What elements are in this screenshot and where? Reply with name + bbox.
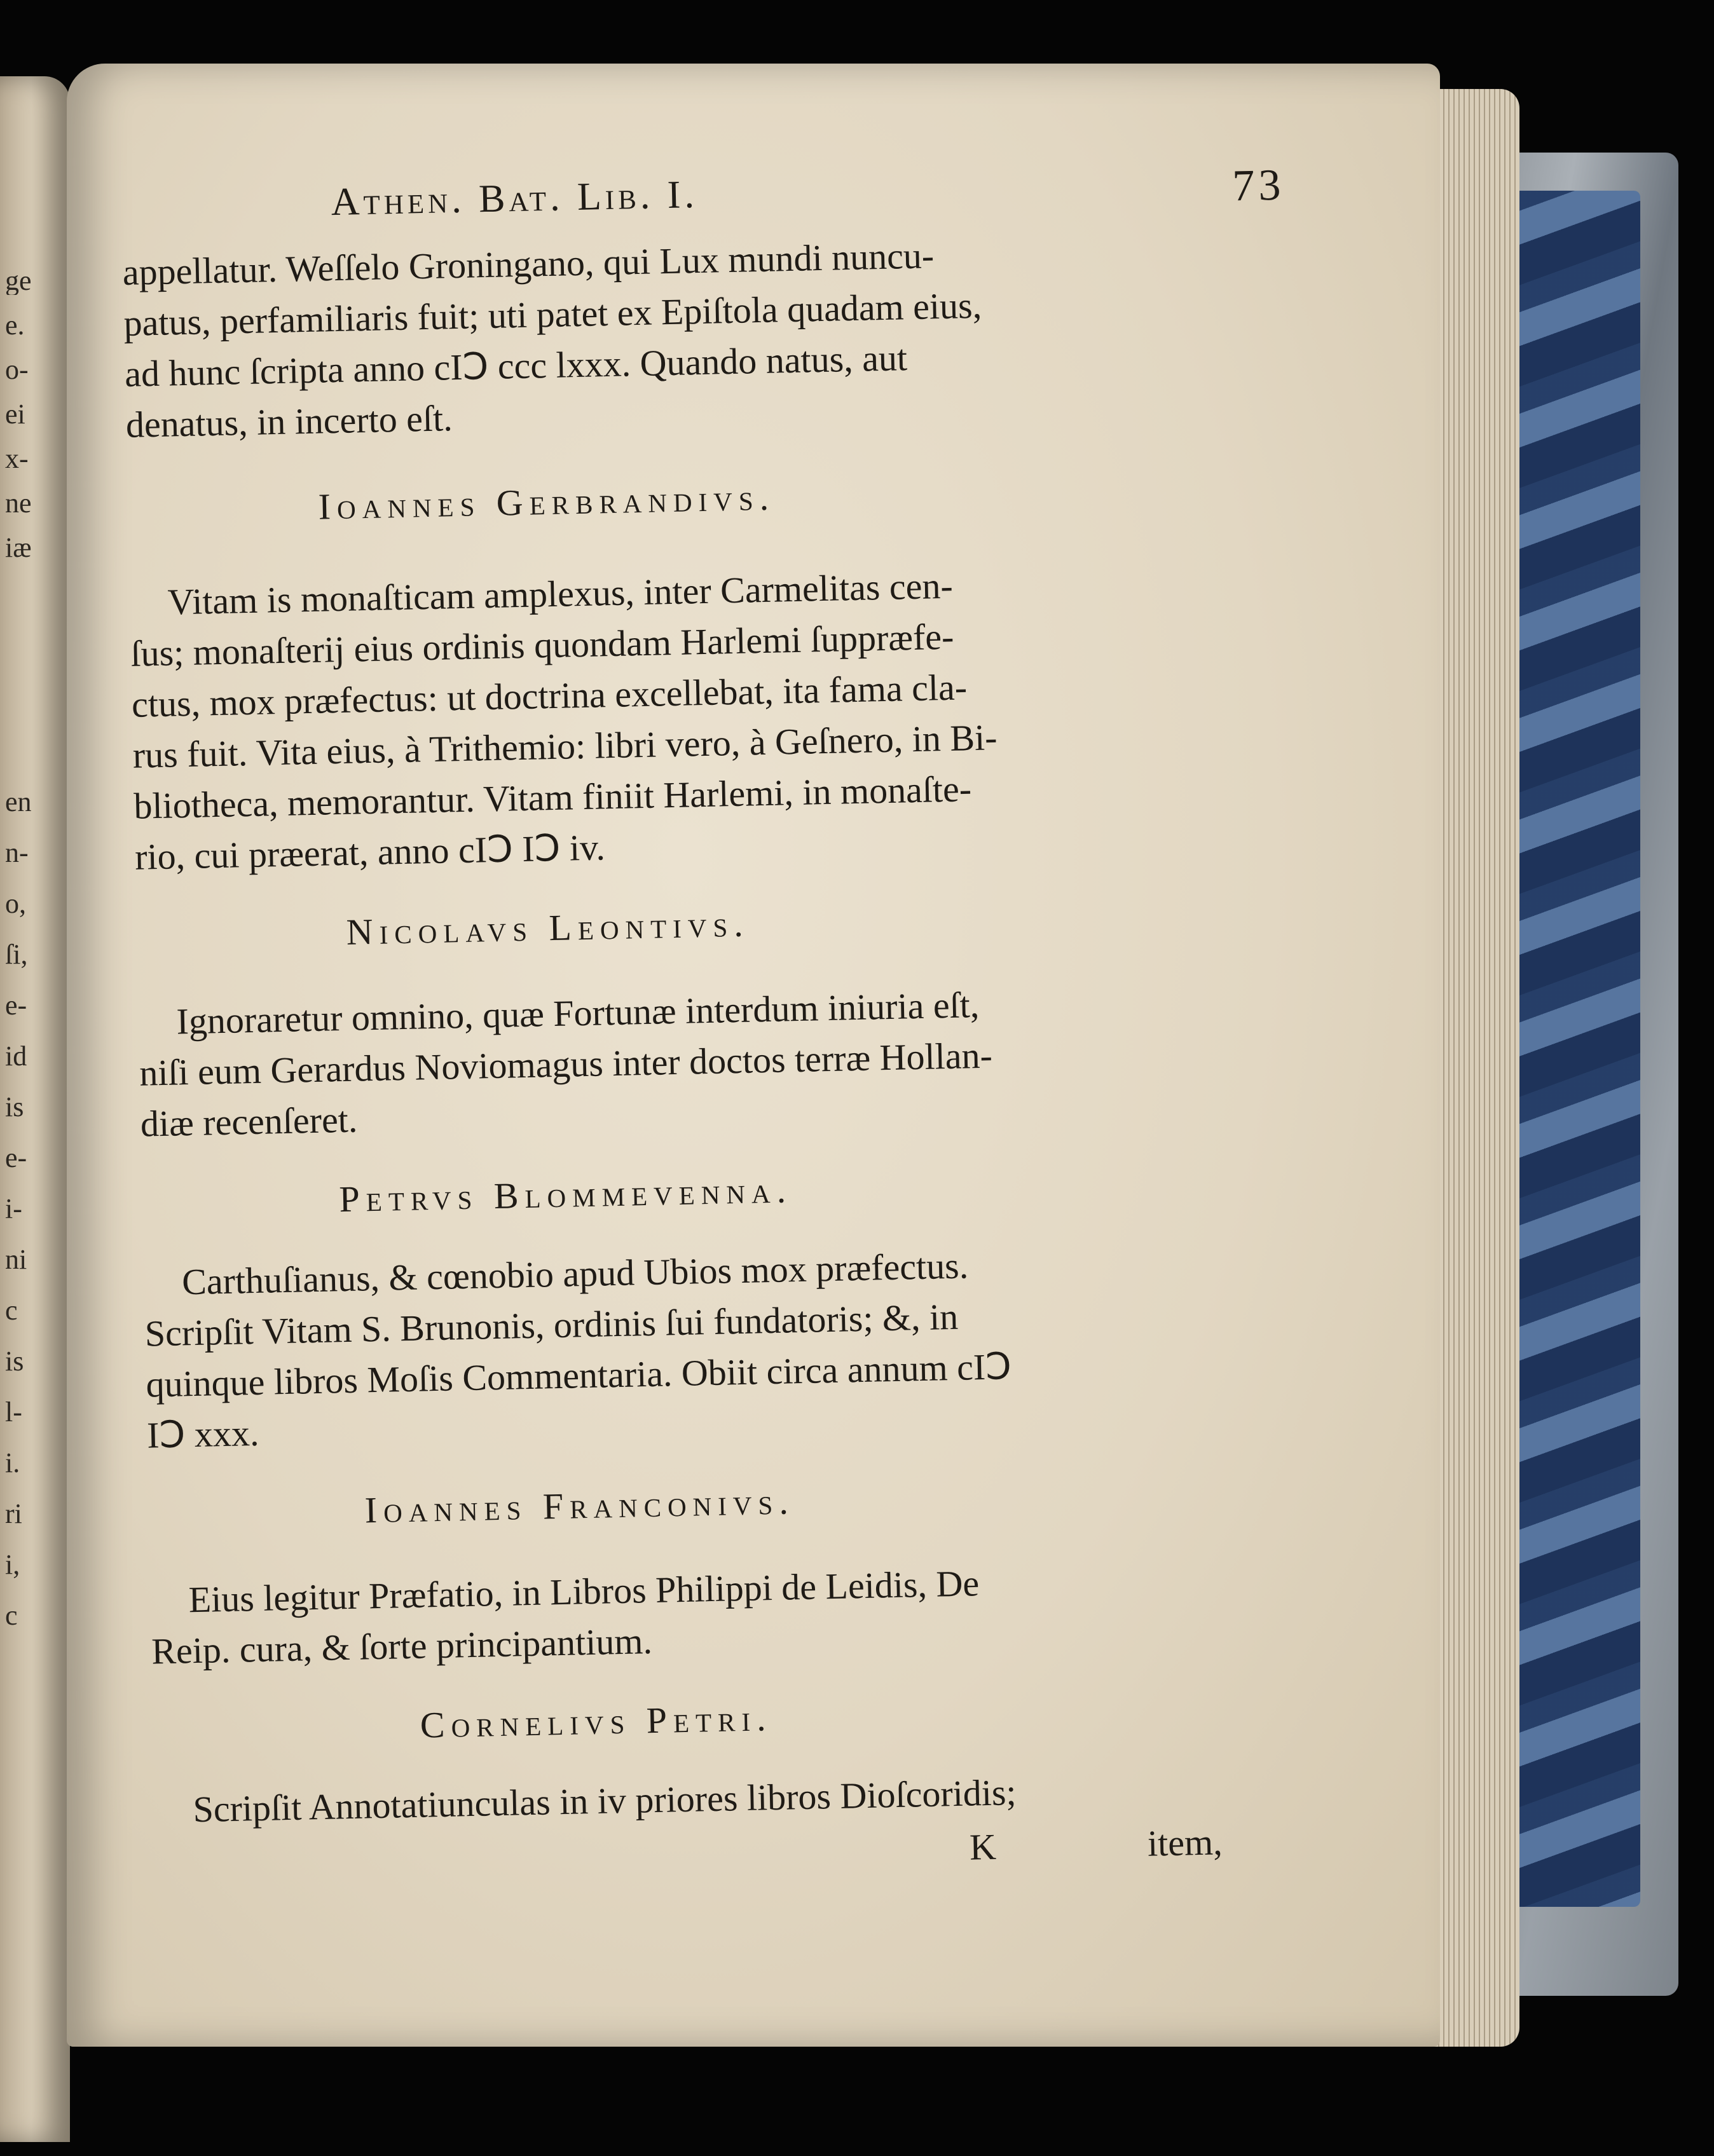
left-fragment: i, bbox=[5, 1551, 20, 1579]
text-line: patus, perfamiliaris fuit; uti patet ex Epiſtola quadam eius, bbox=[123, 284, 982, 344]
left-fragment: e. bbox=[5, 311, 25, 339]
left-fragment: i- bbox=[5, 1195, 22, 1223]
left-fragment: x- bbox=[5, 445, 29, 473]
running-head: Athen. Bat. Lib. I. bbox=[330, 172, 699, 224]
left-fragment: o, bbox=[5, 890, 26, 918]
left-fragment: id bbox=[5, 1042, 27, 1070]
entry-heading: Petrvs Blommevenna. bbox=[338, 1169, 793, 1220]
signature-mark: K bbox=[969, 1825, 997, 1868]
left-fragment: n- bbox=[5, 839, 29, 867]
text-line: IↃ xxx. bbox=[146, 1412, 259, 1456]
left-fragment: e- bbox=[5, 992, 27, 1020]
text-line: rio, cui præerat, anno cIↃ IↃ iv. bbox=[134, 826, 606, 878]
entry-heading: Nicolavs Leontivs. bbox=[346, 903, 750, 953]
text-line: Ignoraretur omnino, quæ Fortunæ interdum iniuria eſt, bbox=[175, 984, 980, 1042]
left-fragment: ge bbox=[5, 267, 32, 295]
text-line: bliotheca, memorantur. Vitam finiit Harlemi, in monaſte- bbox=[133, 768, 972, 827]
text-line: niſi eum Gerardus Noviomagus inter doctos terræ Hollan- bbox=[139, 1034, 993, 1094]
text-line: Scripſit Vitam S. Brunonis, ordinis ſui fundatoris; &, in bbox=[144, 1295, 959, 1354]
left-fragment: ri bbox=[5, 1500, 22, 1528]
entry-heading: Cornelivs Petri. bbox=[420, 1697, 773, 1746]
left-fragment: o- bbox=[5, 356, 29, 384]
page-number: 73 bbox=[1231, 160, 1286, 211]
left-page-edge bbox=[0, 76, 70, 2142]
text-line: Vitam is monaſticam amplexus, inter Carmelitas cen- bbox=[167, 564, 954, 623]
catchword: item, bbox=[1147, 1821, 1223, 1864]
text-line: ad hunc ſcripta anno cIↃ ccc lxxx. Quando natus, aut bbox=[124, 337, 908, 395]
left-fragment: c bbox=[5, 1602, 18, 1630]
text-line: diæ recenſeret. bbox=[140, 1098, 358, 1145]
text-line: Carthuſianus, & cœnobio apud Ubios mox præfectus. bbox=[181, 1245, 969, 1303]
text-line: quinque libros Moſis Commentaria. Obiit circa annum cIↃ bbox=[145, 1346, 1012, 1405]
text-line: rus fuit. Vita eius, à Trithemio: libri vero, à Geſnero, in Bi- bbox=[132, 716, 998, 776]
entry-heading: Ioannes Gerbrandivs. bbox=[318, 476, 776, 528]
left-fragment: en bbox=[5, 788, 32, 816]
text-line: denatus, in incerto eſt. bbox=[125, 397, 453, 446]
left-fragment: is bbox=[5, 1093, 24, 1121]
text-line: Scripſit Annotatiunculas in iv priores libros Dioſcoridis; bbox=[192, 1771, 1017, 1831]
text-line: appellatur. Weſſelo Groningano, qui Lux mundi nuncu- bbox=[122, 235, 935, 293]
text-line: Eius legitur Præfatio, in Libros Philippi de Leidis, De bbox=[188, 1562, 980, 1621]
text-line: ctus, mox præfectus: ut doctrina excellebat, ita fama cla- bbox=[131, 666, 968, 725]
left-fragment: l- bbox=[5, 1398, 22, 1426]
left-fragment: ne bbox=[5, 489, 32, 517]
left-fragment: ni bbox=[5, 1246, 27, 1274]
left-fragment: i. bbox=[5, 1449, 20, 1477]
text-line: Reip. cura, & ſorte principantium. bbox=[151, 1620, 653, 1672]
text-line: ſus; monaſterij eius ordinis quondam Harlemi ſuppræfe- bbox=[130, 615, 954, 674]
left-fragment: ei bbox=[5, 400, 25, 428]
marbled-binding bbox=[1500, 191, 1640, 1907]
left-fragment: e- bbox=[5, 1144, 27, 1172]
left-fragment: is bbox=[5, 1348, 24, 1375]
left-fragment: c bbox=[5, 1297, 18, 1325]
left-fragment: ſi, bbox=[5, 941, 28, 969]
entry-heading: Ioannes Franconivs. bbox=[364, 1480, 795, 1531]
left-fragment: iæ bbox=[5, 534, 32, 562]
